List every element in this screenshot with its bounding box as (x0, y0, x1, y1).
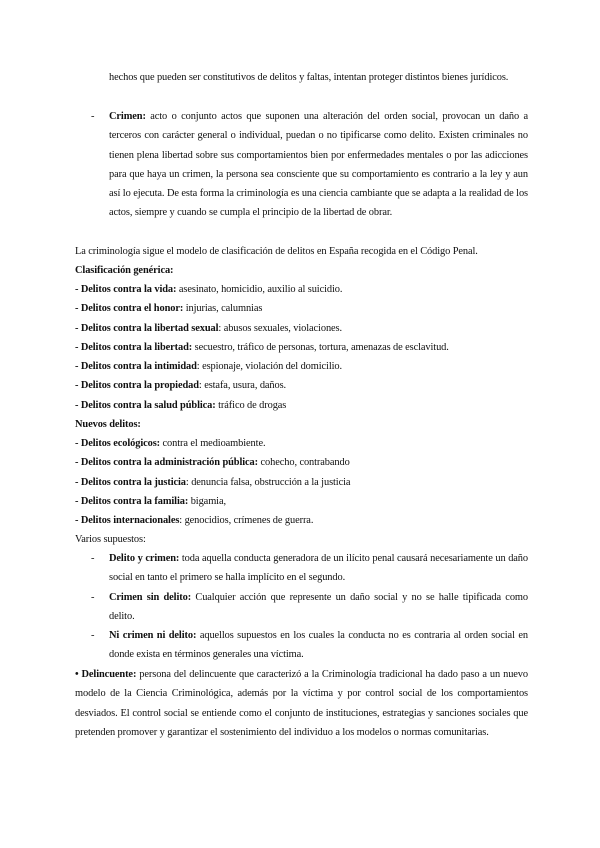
varios-text: Cualquier acción que represente un daño social y no se halle tipificada como delito. (109, 592, 528, 623)
list-item (75, 511, 528, 530)
item-label: - Delitos ecológicos: (75, 438, 161, 449)
list-item (75, 434, 528, 453)
varios-term: Delito y crimen: (109, 553, 180, 564)
list-item (75, 492, 528, 511)
varios-text: aquellos supuestos en los cuales la conducta no es contraria al orden social en donde exista en términos generales una víctima. (109, 630, 528, 661)
list-item (75, 473, 528, 492)
item-label: - Delitos contra la familia: (75, 495, 189, 507)
item-label: - Delitos contra la intimidad (75, 361, 197, 373)
list-item (75, 319, 528, 338)
list-item (75, 396, 528, 415)
item-label: - Delitos contra la administración pública: (75, 457, 259, 469)
item-text: tráfico de drogas (215, 399, 287, 411)
generic-heading-text: Clasificación genérica: (75, 265, 174, 276)
varios-bullet: - (91, 592, 95, 603)
varios-term: Crimen sin delito: (109, 592, 192, 603)
item-label: - Delitos contra el honor: (75, 303, 184, 315)
item-text: : abusos sexuales, violaciones. (218, 322, 342, 334)
varios-text: toda aquella conducta generadora de un ilícito penal causará necesariamente un daño social en tanto el primero se halla implícito en el segundo. (109, 553, 529, 584)
item-text: : genocidios, crímenes de guerra. (179, 515, 314, 527)
list-item (75, 357, 528, 376)
list-item (75, 376, 528, 395)
item-label: - Delitos contra la libertad: (75, 341, 193, 353)
crimen-text: acto o conjunto actos que suponen una alteración del orden social, provocan un daño a terceros con carácter general o individual, puedan o no tipificarse como delito. Existen criminales no tienen plena libertad sobre sus comportamientos bien por enfermedades mentales o por las adicciones para que haya un crimen, la persona sea consciente que su comportamiento es contrario a la ley y aun así lo ejecuta. De esta forma la criminología es una ciencia cambiante que se adapta a la realidad de los actos, siempre y cuando se cumpla el principio de la libertad de obrar. (109, 111, 528, 219)
varios-term: Ni crimen ni delito: (109, 630, 197, 641)
delincuente-term: • Delincuente: (75, 669, 137, 680)
item-label: - Delitos internacionales (75, 515, 180, 527)
item-text: bigamia, (188, 495, 226, 507)
item-text: : estafa, usura, daños. (198, 380, 287, 392)
item-label: - Delitos contra la justicia (75, 476, 186, 488)
list-item (75, 299, 528, 318)
list-item (75, 280, 528, 299)
generic-heading (75, 261, 528, 280)
item-text: injurias, calumnias (183, 303, 263, 315)
crimen-term: Crimen: (109, 111, 146, 122)
item-text: asesinato, homicidio, auxilio al suicidio. (176, 284, 343, 295)
varios-bullet: - (91, 630, 95, 641)
varios-item (109, 549, 528, 588)
item-label: - Delitos contra la propiedad (75, 380, 199, 392)
intro-continuation-text: hechos que pueden ser constitutivos de delitos y faltas, intentan proteger distintos bienes jurídicos. (109, 72, 509, 83)
varios-bullet: - (91, 553, 95, 564)
intro-continuation (109, 68, 528, 87)
generic-list (75, 280, 528, 415)
item-text: : denuncia falsa, obstrucción a la justicia (185, 476, 351, 488)
new-crimes-heading-text: Nuevos delitos: (75, 419, 141, 430)
list-item (75, 453, 528, 472)
varios-heading: Varios supuestos: (75, 534, 146, 545)
new-crimes-list (75, 434, 528, 530)
crimen-bullet: - (91, 111, 95, 122)
delincuente-paragraph (75, 665, 528, 742)
item-label: - Delitos contra la vida: (75, 284, 177, 295)
model-sentence: La criminología sigue el modelo de clasificación de delitos en España recogida en el Código Penal. (75, 246, 478, 257)
list-item (75, 338, 528, 357)
delincuente-text: persona del delincuente que caracterizó a la Criminología tradicional ha dado paso a un nuevo modelo de la Ciencia Criminológica, además por la víctima y por control social de los comportamientos desviados. El control social se entiende como el conjunto de instituciones, estrategias y sanciones sociales que pretenden promover y garantizar el sostenimiento del individuo a los modelos o normas comunitarias. (75, 669, 528, 738)
item-text: contra el medioambiente. (160, 438, 266, 449)
item-text: : espionaje, violación del domicilio. (196, 361, 342, 373)
varios-item (109, 588, 528, 627)
item-text: cohecho, contrabando (258, 457, 350, 469)
varios-item (109, 626, 528, 665)
item-label: - Delitos contra la libertad sexual (75, 322, 219, 334)
crimen-definition (109, 107, 528, 223)
new-crimes-heading (75, 415, 528, 434)
item-text: secuestro, tráfico de personas, tortura, amenazas de esclavitud. (192, 341, 449, 353)
item-label: - Delitos contra la salud pública: (75, 399, 216, 411)
